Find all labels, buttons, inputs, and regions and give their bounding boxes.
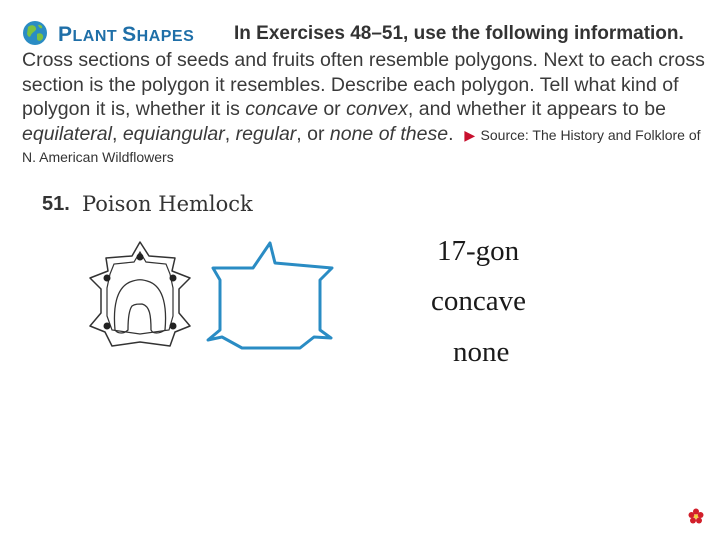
- source-line-1: Source: The History and Folklore of: [480, 126, 701, 143]
- polygon-outline-image: [208, 243, 332, 348]
- section-title: PLANT SHAPES: [58, 23, 195, 46]
- answer-regularity: none: [453, 336, 510, 368]
- term-equiangular: equiangular: [122, 122, 225, 145]
- term-concave: concave: [245, 98, 318, 120]
- term-none-of-these: none of these: [329, 122, 449, 145]
- answer-concavity: concave: [431, 285, 526, 317]
- header-line: [22, 20, 712, 48]
- answer-polygon-kind: 17-gon: [437, 235, 520, 267]
- seed-cross-section-image: [90, 242, 190, 346]
- source-arrow-icon: ▶: [464, 126, 476, 143]
- exercise-title: Poison Hemlock: [82, 192, 253, 216]
- term-equilateral: equilateral: [22, 122, 112, 145]
- red-flower-icon: [688, 508, 704, 529]
- figures-svg: [80, 238, 350, 358]
- term-convex: convex: [346, 98, 408, 120]
- globe-icon: [22, 20, 48, 51]
- exercise-instruction: In Exercises 48–51, use the following information.: [234, 23, 684, 44]
- source-line-2: N. American Wildflowers: [22, 149, 174, 165]
- figures: [80, 238, 350, 363]
- exercise-number: 51.: [42, 193, 70, 215]
- term-regular: regular: [235, 122, 297, 145]
- problem-text: Cross sections of seeds and fruits often resemble polygons. Next to each cross section is the polygon it resembles. Describe each polygon. Tell what kind of polygon it is, whether it is concave or convex, and whether it appears to be equilateral, equiangular, regular, or none of these. ▶ Source: The History and Folklore of: [22, 49, 705, 145]
- exercise-header: [22, 20, 712, 165]
